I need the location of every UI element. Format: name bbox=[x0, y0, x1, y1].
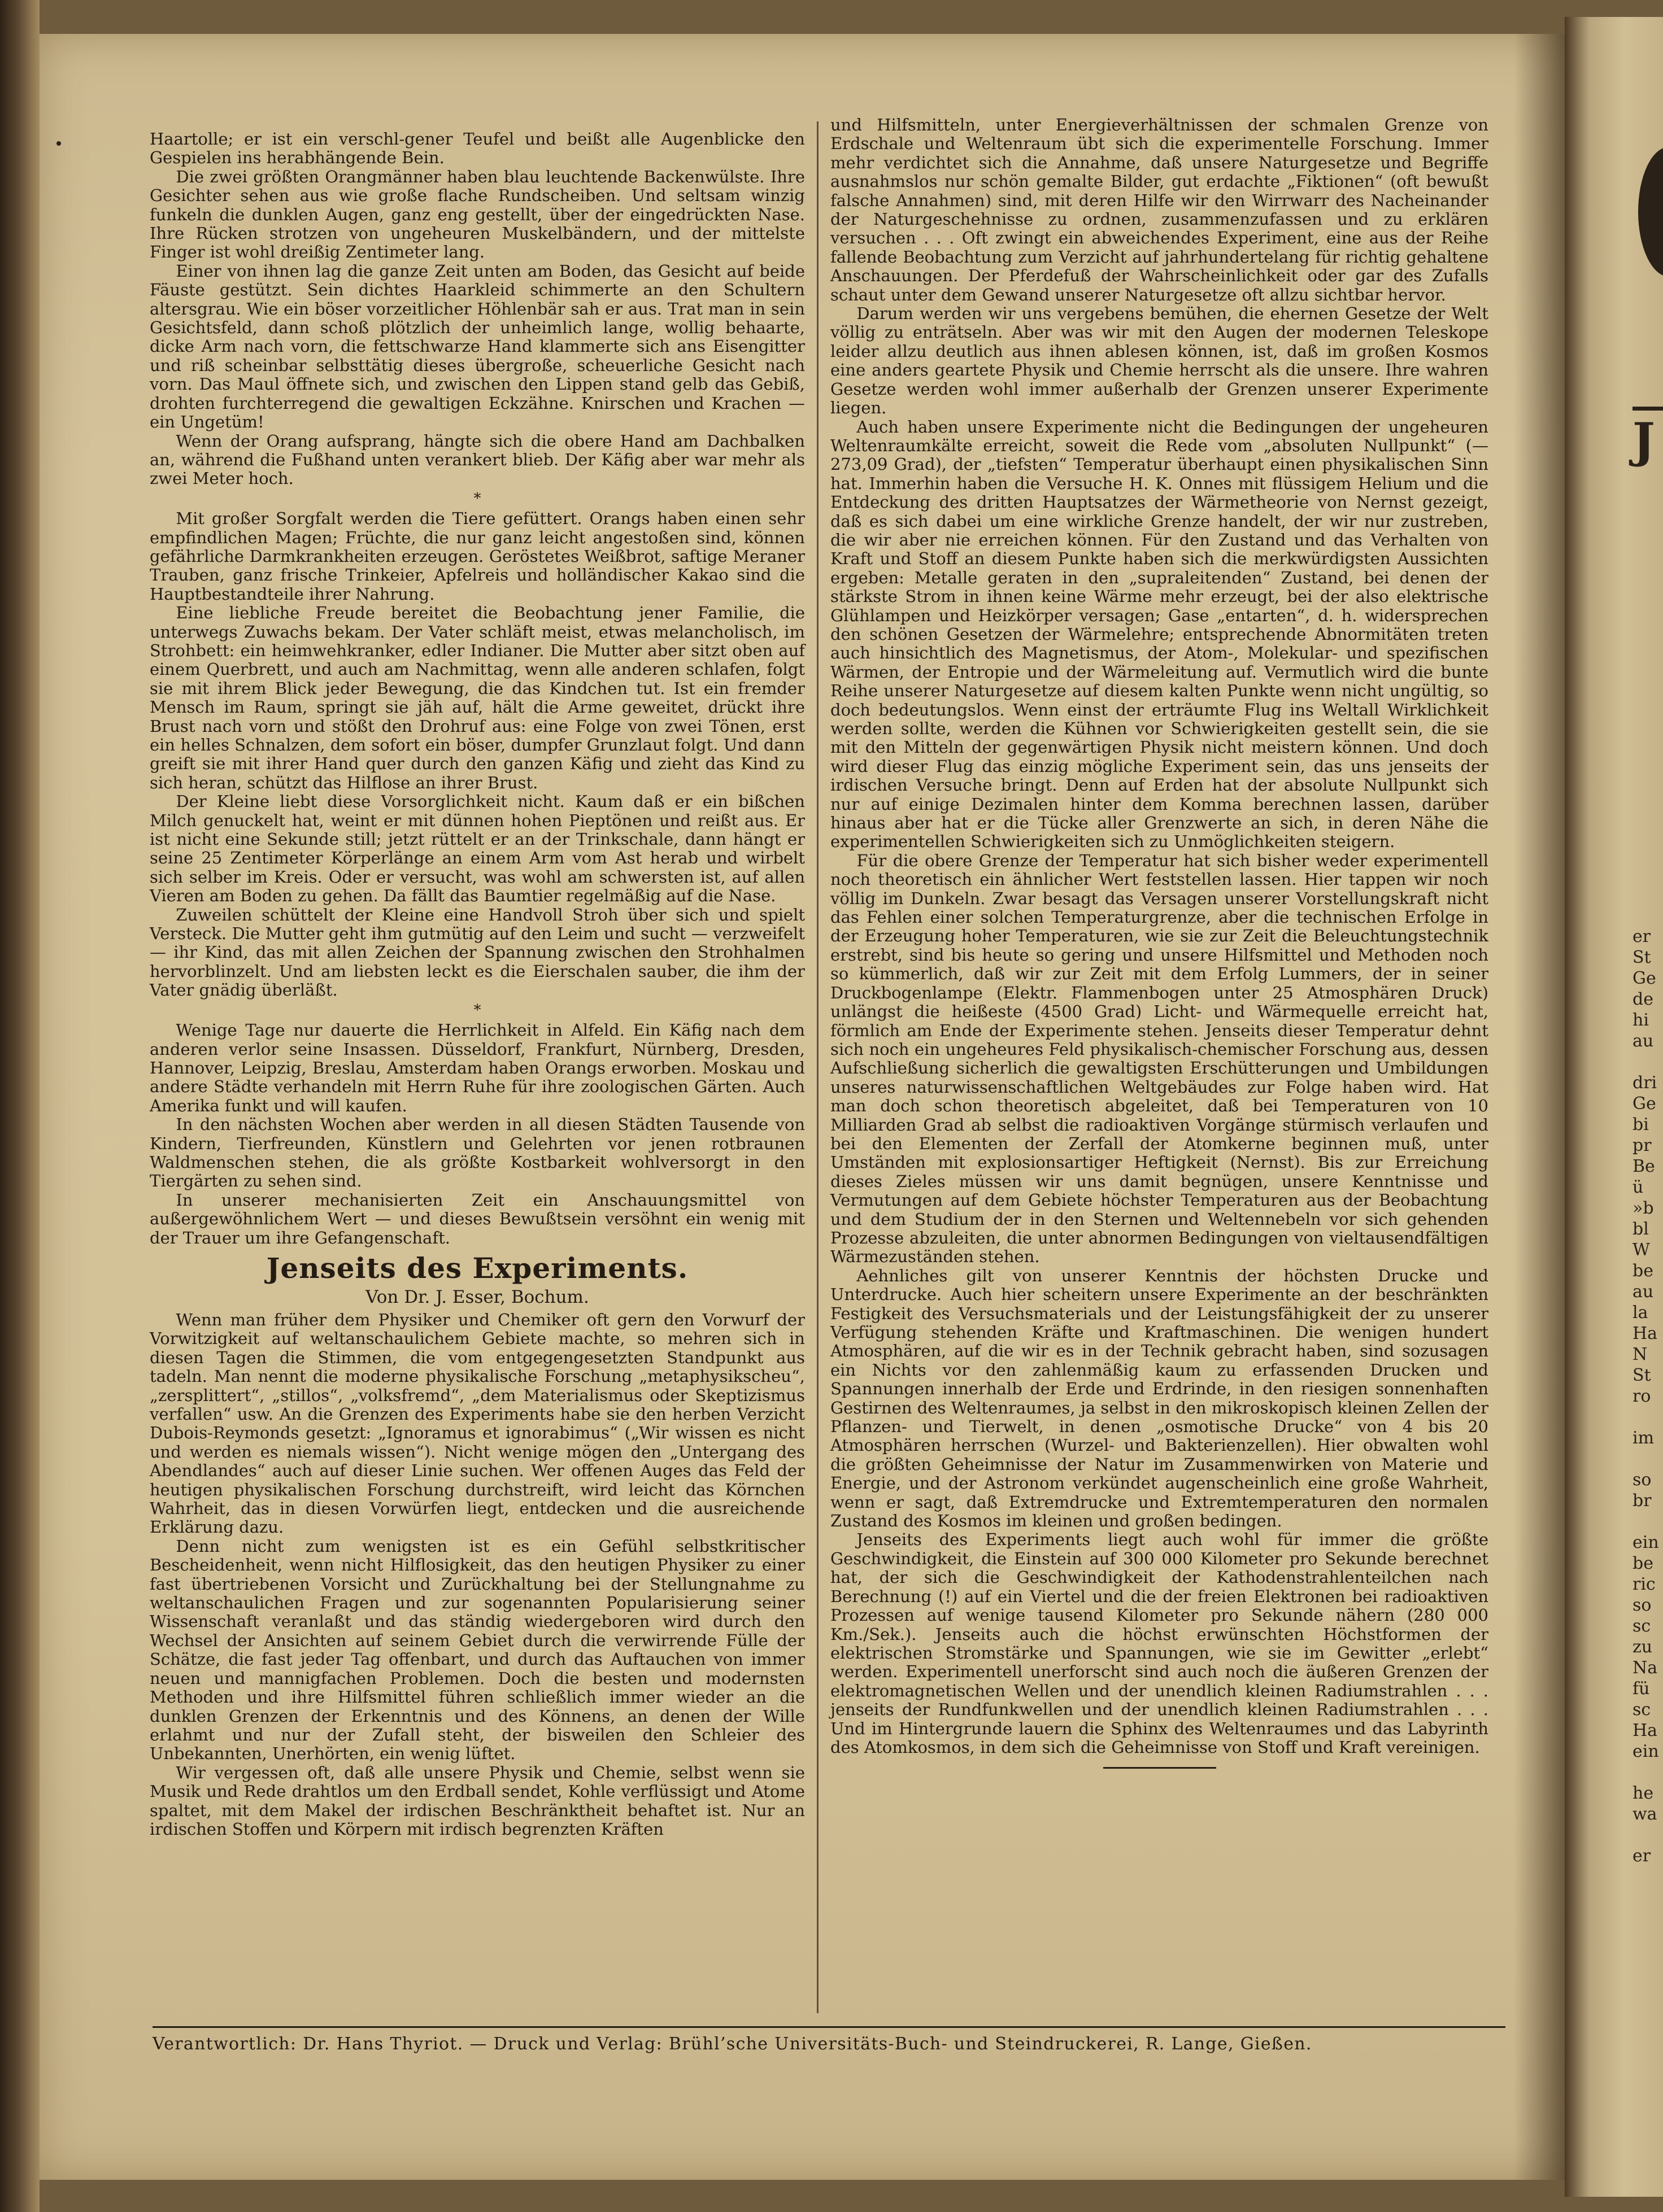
adjacent-page-text-fragments: er St Ge de hi au dri Ge bi pr Be ü »b bl W be au la Ha N St ro im so br ein be ric so sc zu Na fü sc Ha ein he wa er bbox=[1632, 927, 1659, 1866]
adjacent-page-rule bbox=[1632, 407, 1663, 411]
right-paragraph: Darum werden wir uns vergebens bemühen, die ehernen Gesetze der Welt völlig zu enträtseln. Aber was wir mit den Augen der modernen Teleskope leider allzu deutlich aus ihnen ablesen können, ist, daß im großen Kosmos eine anders geartete Physik und Chemie herrscht als die unsere. Ihre wahren Gesetze werden wohl immer außerhalb der Grenzen unserer Experimente liegen. bbox=[830, 304, 1488, 418]
adjacent-page bbox=[1565, 17, 1663, 2197]
left-column bbox=[150, 130, 805, 1839]
adjacent-page-initial: J bbox=[1632, 412, 1655, 468]
left-paragraph: Wenn der Orang aufsprang, hängte sich die obere Hand am Dachbalken an, während die Fußhand unten verankert blieb. Der Käfig aber war mehr als zwei Meter hoch. bbox=[150, 431, 805, 488]
column-divider bbox=[817, 121, 819, 2013]
right-paragraph: und Hilfsmitteln, unter Energieverhältnissen der schmalen Grenze von Erdschale und Weltenraum übt sich die experimentelle Forschung. Immer mehr verdichtet sich die Annahme, daß unsere Naturgesetze und Begriffe ausnahmslos nur schön gemalte Bilder, gut erdachte „Fiktionen“ (oft bewußt falsche Annahmen) sind, mit deren Hilfe wir den Wirrwarr des Nacheinander der Naturgeschehnisse zu ordnen, zusammenzufassen und zu erklären versuchen . . . Oft zwingt ein abweichendes Experiment, eine aus der Reihe fallende Beobachtung zum Verzicht auf jahrhundertelang für richtig gehaltene Anschauungen. Der Pferdefuß der Wahrscheinlichkeit oder gar des Zufalls schaut unter dem Gewand unserer Naturgesetze oft allzu sichtbar hervor. bbox=[830, 115, 1488, 304]
right-paragraph: Aehnliches gilt von unserer Kenntnis der höchsten Drucke und Unterdrucke. Auch hier scheitern unsere Experimente an der beschränkten Festigkeit des Versuchsmaterials und der Leistungsfähigkeit der zu unserer Verfügung stehenden Kräfte und Kraftmaschinen. Die wenigen hundert Atmosphären, auf die wir es in der Technik gebracht haben, sind sozusagen ein Nichts vor den zahlenmäßig kaum zu erfassenden Drucken und Spannungen innerhalb der Erde und Erdrinde, in den riesigen sonnenhaften Gestirnen des Weltenraumes, ja selbst in den mikroskopisch kleinen Zellen der Pflanzen- und Tierwelt, in denen „osmotische Drucke“ von 4 bis 20 Atmosphären herrschen (Wurzel- und Bakterienzellen). Hier obwalten wohl die größten Geheimnisse der Natur im Zusammenwirken von Materie und Energie, und der Astronom verkündet augenscheinlich eine große Wahrheit, wenn er sagt, daß Extremdrucke und Extremtemperaturen den normalen Zustand des Kosmos im kleinen und großen bedingen. bbox=[830, 1266, 1488, 1531]
left-paragraph: In den nächsten Wochen aber werden in all diesen Städten Tausende von Kindern, Tierfreunden, Künstlern und Gelehrten vor jenen rotbraunen Waldmenschen stehen, die als größte Kostbarkeit wohlversorgt in den Tiergärten zu sehen sind. bbox=[150, 1115, 805, 1191]
section-separator: * bbox=[473, 1001, 481, 1019]
imprint-footer: Verantwortlich: Dr. Hans Thyriot. — Druck und Verlag: Brühl’sche Universitäts-Buch- und Steindruckerei, R. Lange, Gießen. bbox=[153, 2034, 1312, 2054]
article-byline: Von Dr. J. Esser, Bochum. bbox=[365, 1286, 589, 1307]
right-column bbox=[830, 116, 1488, 1769]
left-paragraph: Wenige Tage nur dauerte die Herrlichkeit in Alfeld. Ein Käfig nach dem anderen verlor seine Insassen. Düsseldorf, Frankfurt, Nürnberg, Dresden, Hannover, Leipzig, Breslau, Amsterdam haben Orangs erworben. Moskau und andere Städte verhandeln mit Herrn Ruhe für ihre zoologischen Gärten. Auch Amerika funkt und will kaufen. bbox=[150, 1020, 805, 1115]
left-paragraph: Die zwei größten Orangmänner haben blau leuchtende Backenwülste. Ihre Gesichter sehen aus wie große flache Rundscheiben. Und seltsam winzig funkeln die dunklen Augen, ganz eng gestellt, über der eingedrückten Nase. Ihre Rücken strotzen von ungeheuren Muskelbändern, und der mittelste Finger ist wohl dreißig Zentimeter lang. bbox=[150, 167, 805, 262]
article-end-rule bbox=[1103, 1767, 1216, 1769]
ink-dot bbox=[56, 141, 61, 146]
left-paragraph: Einer von ihnen lag die ganze Zeit unten am Boden, das Gesicht auf beide Fäuste gestützt. Sein dichtes Haarkleid schimmerte an den Schultern altersgrau. Wie ein böser vorzeitlicher Höhlenbär sah er aus. Trat man in sein Gesichtsfeld, dann schoß plötzlich der unheimlich lange, wollig behaarte, dicke Arm nach vorn, die fettschwarze Hand klammerte sich ans Eisengitter und riß scheinbar selbsttätig dieses übergroße, scheuerliche Gesicht nach vorn. Das Maul öffnete sich, und zwischen den Lippen stand gelb das Gebiß, drohten furchterregend die gewaltigen Eckzähne. Knirschen und Krachen — ein Ungetüm! bbox=[150, 261, 805, 432]
left-paragraph: In unserer mechanisierten Zeit ein Anschauungsmittel von außergewöhnlichem Wert — und dieses Bewußtsein versöhnt ein wenig mit der Trauer um ihre Gefangenschaft. bbox=[150, 1190, 805, 1247]
book-binding-edge bbox=[0, 0, 40, 2212]
left-paragraph: Der Kleine liebt diese Vorsorglichkeit nicht. Kaum daß er ein bißchen Milch genuckelt hat, weint er mit dünnen hohen Pieptönen und reißt aus. Er ist nicht eine Sekunde still; jetzt rüttelt er an der Trinkschale, dann hängt er seine 25 Zentimeter Körperlänge an einem Arm vom Ast herab und wirbelt sich selber im Kreis. Oder er versucht, was wohl am schwersten ist, auf allen Vieren am Boden zu gehen. Da fällt das Baumtier regelmäßig auf die Nase. bbox=[150, 792, 805, 906]
left-paragraph: Zuweilen schüttelt der Kleine eine Handvoll Stroh über sich und spielt Versteck. Die Mutter geht ihm gutmütig auf den Leim und sucht — verzweifelt — ihr Kind, das mit allen Zeichen der Spannung zwischen den Strohhalmen hervorblinzelt. Und am liebsten leckt es die Eierschalen sauber, die ihm der Vater gnädig überläßt. bbox=[150, 905, 805, 1000]
article-paragraph: Denn nicht zum wenigsten ist es ein Gefühl selbstkritischer Bescheidenheit, wenn nicht Hilflosigkeit, das den heutigen Physiker zu einer fast übertriebenen Vorsicht und Zurückhaltung bei der Stellungnahme zu weltanschaulichen Fragen und zur sogenannten Popularisierung seiner Wissenschaft veranlaßt und das ständig wiedergeboren wird durch den Wechsel der Ansichten auf seinem Gebiet durch die verwirrende Fülle der Schätze, die fast jeder Tag offenbart, und durch das Auftauchen von immer neuen und mannigfachen Problemen. Doch die besten und modernsten Methoden und ihre Hilfsmittel führen schließlich immer wieder an die dunklen Grenzen der Erkenntnis und des Könnens, an denen der Wille erlahmt und nur der Zufall steht, der bisweilen den Schleier des Unbekannten, Unerhörten, ein wenig lüftet. bbox=[150, 1536, 805, 1764]
right-paragraph: Für die obere Grenze der Temperatur hat sich bisher weder experimentell noch theoretisch ein ähnlicher Wert feststellen lassen. Hier tappen wir noch völlig im Dunkeln. Zwar besagt das Versagen unserer Vorstellungskraft nicht das Fehlen einer solchen Temperaturgrenze, aber die technischen Erfolge in der Erzeugung hoher Temperaturen, wie sie zur Zeit die Beleuchtungstechnik erstrebt, sind bis heute so gering und unsere Hilfsmittel und Methoden noch so kümmerlich, daß wir zur Zeit mit dem Erfolg Lummers, der in seiner Druckbogenlampe (Elektr. Flammenbogen unter 25 Atmosphären Druck) unlängst die heißeste (4500 Grad) Licht- und Wärmequelle erreicht hat, förmlich am Ende der Experimente stehen. Jenseits dieser Temperatur dehnt sich noch ein ungeheures Feld physikalisch-chemischer Forschung aus, dessen Aufschließung sicherlich die gewaltigsten Erschütterungen und Umbildungen unseres naturwissenschaftlichen Weltgebäudes zur Folge haben wird. Hat man doch schon theoretisch abgeleitet, daß bei Temperaturen von 10 Milliarden Grad ab selbst die radioaktiven Vorgänge stürmisch verlaufen und bei den Elementen der Zerfall der Atomkerne beginnen muß, unter Umständen mit explosionsartiger Heftigkeit (Nernst). Bis zur Erreichung dieses Zieles müssen wir uns damit begnügen, unsere Kenntnisse und Vermutungen auf dem Gebiete höchster Temperaturen aus der Beobachtung und dem Studium der in den Sternen und Weltennebeln vor sich gehenden Prozesse abzuleiten, die unter abnormen Bedingungen von vieltausendfältigen Wärmezuständen stehen. bbox=[830, 850, 1488, 1267]
section-separator: * bbox=[473, 490, 481, 507]
article-paragraph: Wir vergessen oft, daß alle unsere Physik und Chemie, selbst wenn sie Musik und Rede drahtlos um den Erdball sendet, Kohle verflüssigt und Atome spaltet, mit dem Makel der irdischen Beschränktheit behaftet ist. Nur an irdischen Stoffen und Körpern mit irdisch begrenzten Kräften bbox=[150, 1762, 805, 1839]
adjacent-page-ornament bbox=[1638, 147, 1663, 277]
left-paragraph: Haartolle; er ist ein verschl-gener Teufel und beißt alle Augenblicke den Gespielen ins herabhängende Bein. bbox=[150, 129, 805, 168]
article-title: Jenseits des Experiments. bbox=[266, 1251, 689, 1285]
gutter-shadow bbox=[1514, 34, 1565, 2180]
right-paragraph: Jenseits des Experiments liegt auch wohl für immer die größte Geschwindigkeit, die Einstein auf 300 000 Kilometer pro Sekunde berechnet hat, der sich die Geschwindigkeit der Kathodenstrahlenteilchen nach Berechnung (!) auf ein Viertel und die der freien Elektronen bei radioaktiven Prozessen auf wenige tausend Kilometer pro Sekunde nähern (280 000 Km./Sek.). Jenseits auch die höchst erwünschten Höchstformen der elektrischen Stromstärke und Spannungen, wie sie im Gewitter „erlebt“ werden. Experimentell unerforscht sind auch noch die äußeren Grenzen der elektromagnetischen Wellen und der unendlich kleinen Radiumstrahlen . . . jenseits der Rundfunkwellen und der unendlich kleinen Radiumstrahlen . . . Und im Hintergrunde lauern die Sphinx des Weltenraumes und das Labyrinth des Atomkosmos, in dem sich die Geheimnisse von Stoff und Kraft vereinigen. bbox=[830, 1530, 1488, 1757]
right-paragraph: Auch haben unsere Experimente nicht die Bedingungen der ungeheuren Weltenraumkälte erreicht, soweit die Rede vom „absoluten Nullpunkt“ (— 273,09 Grad), der „tiefsten“ Temperatur überhaupt einen physikalischen Sinn hat. Immerhin haben die Versuche H. K. Onnes mit flüssigem Helium und die Entdeckung des dritten Hauptsatzes der Wärmetheorie von Nernst gezeigt, daß es sich dabei um eine wirkliche Grenze handelt, der wir nur zustreben, die wir aber nie erreichen können. Für den Zustand und das Verhalten von Kraft und Stoff an diesem Punkte haben sich die merkwürdigsten Aussichten ergeben: Metalle geraten in den „supraleitenden“ Zustand, bei denen der stärkste Strom in ihnen keine Wärme mehr erzeugt, bei der also elektrische Glühlampen und Heizkörper versagen; Gase „entarten“, d. h. widersprechen den schönen Gesetzen der Wärmelehre; entsprechende Abnormitäten treten auch hinsichtlich des Magnetismus, der Atom-, Molekular- und spezifischen Wärmen, der Entropie und der Wärmeleitung auf. Vermutlich wird die bunte Reihe unserer Naturgesetze auf diesem kalten Punkte wenn nicht ungültig, so doch bedeutungslos. Wenn einst der erträumte Flug ins Weltall Wirklichkeit werden sollte, werden die Kühnen vor Schwierigkeiten gestellt sein, die sie mit den Mitteln der gegenwärtigen Physik nicht meistern können. Und doch wird dieser Flug das einzig mögliche Experiment sein, das uns jenseits der irdischen Versuche bringt. Denn auf Erden hat der absolute Nullpunkt sich nur auf einige Dezimalen hinter dem Komma berechnen lassen, darüber hinaus aber hat er die Tücke aller Grenzwerte an sich, in deren Nähe die experimentellen Schwierigkeiten sich zu Unmöglichkeiten steigern. bbox=[830, 417, 1488, 852]
left-paragraph: Mit großer Sorgfalt werden die Tiere gefüttert. Orangs haben einen sehr empfindlichen Magen; Früchte, die nur ganz leicht angestoßen sind, können gefährliche Darmkrankheiten erzeugen. Geröstetes Weißbrot, saftige Meraner Trauben, ganz frische Trinkeier, Apfelreis und holländischer Kakao sind die Hauptbestandteile ihrer Nahrung. bbox=[150, 509, 805, 604]
article-paragraph: Wenn man früher dem Physiker und Chemiker oft gern den Vorwurf der Vorwitzigkeit auf weltanschaulichem Gebiete machte, so mehren sich in diesen Tagen die Stimmen, die vom entgegengesetzten Standpunkt aus tadeln. Man nennt die moderne physikalische Forschung „metaphysikscheu“, „zersplittert“, „stillos“, „volksfremd“, „dem Materialismus oder Skeptizismus verfallen“ usw. An die Grenzen des Experiments habe sie den herben Verzicht Dubois-Reymonds gesetzt: „Ignoramus et ignorabimus“ („Wir wissen es nicht und werden es niemals wissen“). Nicht wenige mögen den „Untergang des Abendlandes“ auch auf dieser Linie suchen. Wer offenen Auges das Feld der heutigen physikalischen Forschung durchstreift, wird leicht das Körnchen Wahrheit, das in diesen Vorwürfen liegt, entdecken und die ausreichende Erklärung dazu. bbox=[150, 1310, 805, 1537]
footer-rule bbox=[153, 2026, 1505, 2028]
left-paragraph: Eine liebliche Freude bereitet die Beobachtung jener Familie, die unterwegs Zuwachs bekam. Der Vater schläft meist, etwas melancholisch, im Strohbett: ein heimwehkranker, edler Indianer. Die Mutter aber sitzt oben auf einem Querbrett, und auch am Nachmittag, wenn alle anderen schlafen, folgt sie mit ihrem Blick jeder Bewegung, die das Kindchen tut. Ist ein fremder Mensch im Raum, springt sie jäh auf, hält die Arme geweitet, drückt ihre Brust nach vorn und stößt den Drohruf aus: eine Folge von zwei Tönen, erst ein helles Schnalzen, dem sofort ein böser, dumpfer Grunzlaut folgt. Und dann greift sie mit ihrer Hand quer durch den ganzen Käfig und zieht das Kind zu sich heran, schützt das Hilflose an ihrer Brust. bbox=[150, 603, 805, 792]
